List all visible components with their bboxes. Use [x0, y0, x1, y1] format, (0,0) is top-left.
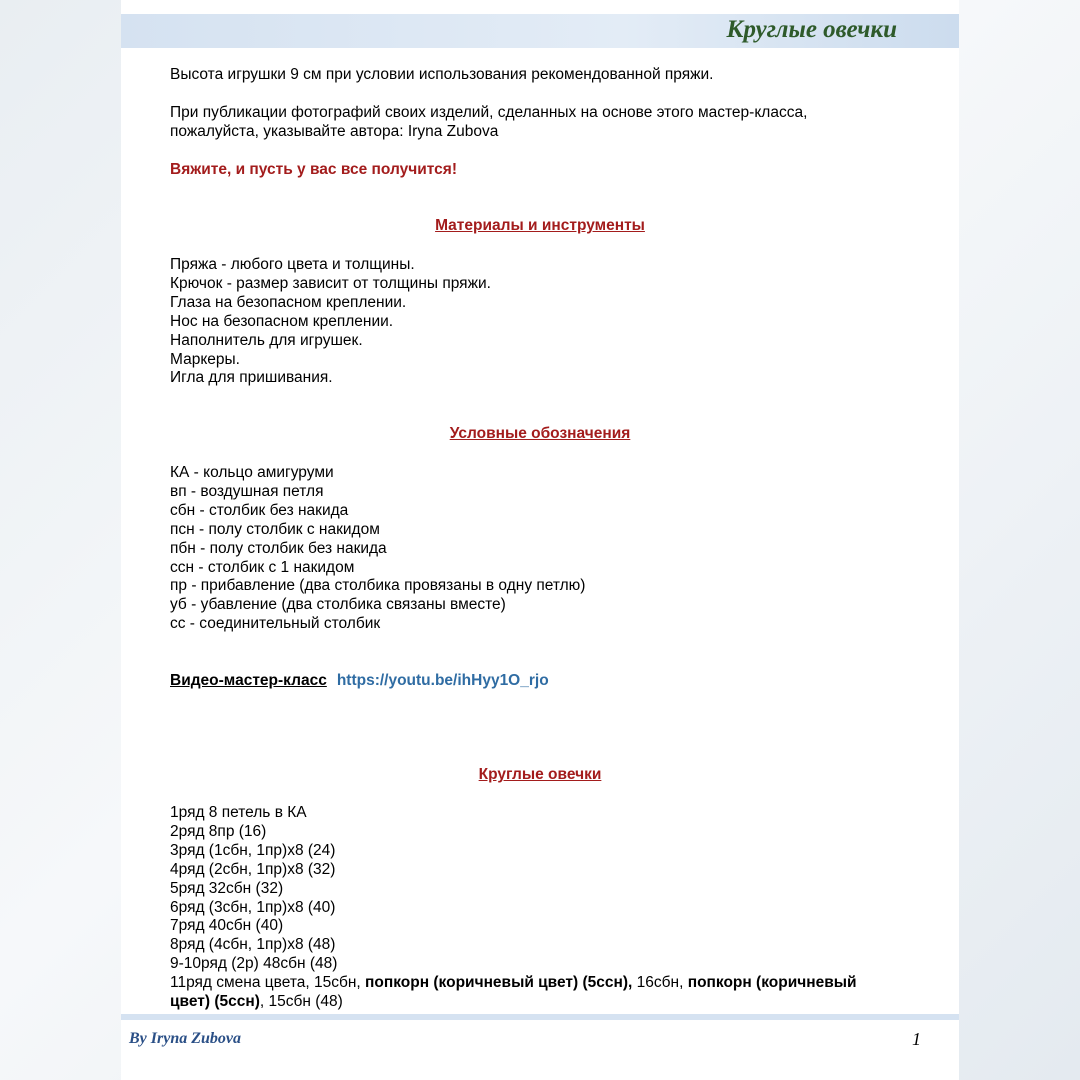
material-item: Маркеры. — [170, 350, 240, 368]
material-item: Пряжа - любого цвета и толщины. — [170, 256, 415, 273]
material-item: Игла для пришивания. — [170, 369, 333, 387]
publication-note-line2: пожалуйста, указывайте автора: Iryna Zubova — [170, 123, 499, 140]
row11-part1: 11ряд смена цвета, 15сбн, — [170, 974, 366, 991]
row11-bold2-line2: цвет) (5ссн) — [170, 993, 260, 1010]
pattern-heading: Круглые овечки — [478, 766, 602, 783]
pattern-row: 9-10ряд (2р) 48сбн (48) — [170, 955, 338, 973]
header-title: Круглые овечки — [726, 16, 897, 43]
video-link[interactable]: https://youtu.be/ihHyy1O_rjo — [336, 672, 549, 689]
material-item: Наполнитель для игрушек. — [170, 331, 363, 349]
legend-item: уб - убавление (два столбика связаны вместе) — [170, 596, 506, 614]
legend-item: пр - прибавление (два столбика провязаны в одну петлю) — [170, 577, 586, 595]
legend-item: пбн - полу столбик без накида — [170, 539, 387, 557]
header-band — [121, 14, 959, 48]
video-line — [170, 671, 549, 690]
pattern-row: 2ряд 8пр (16) — [170, 822, 267, 840]
row11-part2: 16сбн, — [632, 974, 688, 991]
pattern-row: 7ряд 40сбн (40) — [170, 917, 284, 935]
material-item: Крючок - размер зависит от толщины пряжи. — [170, 274, 491, 292]
legend-item: вп - воздушная петля — [170, 482, 324, 500]
page-number: 1 — [912, 1029, 921, 1049]
pattern-row: 5ряд 32сбн (32) — [170, 879, 284, 897]
legend-item: псн - полу столбик с накидом — [170, 520, 380, 538]
pattern-row: 8ряд (4сбн, 1пр)х8 (48) — [170, 936, 336, 954]
row11-part3: , 15сбн (48) — [259, 993, 343, 1010]
material-item: Глаза на безопасном креплении. — [170, 293, 407, 311]
legend-heading: Условные обозначения — [449, 425, 631, 442]
legend-item: сс - соединительный столбик — [170, 615, 381, 633]
row11-bold2-line1: попкорн (коричневый — [687, 974, 857, 991]
pattern-row-11-line2 — [170, 992, 343, 1011]
footer-band — [121, 1014, 959, 1020]
publication-note-line1: При публикации фотографий своих изделий, сделанных на основе этого мастер-класса, — [170, 104, 808, 121]
pattern-row: 1ряд 8 петель в КА — [170, 804, 307, 821]
materials-heading: Материалы и инструменты — [435, 217, 645, 234]
pattern-row: 3ряд (1сбн, 1пр)х8 (24) — [170, 841, 336, 859]
pattern-row-11-line1 — [170, 973, 857, 992]
wish-text: Вяжите, и пусть у вас все получится! — [170, 161, 457, 178]
legend-item: КА - кольцо амигуруми — [170, 464, 334, 481]
pattern-row: 6ряд (3сбн, 1пр)х8 (40) — [170, 898, 336, 916]
document-page — [121, 0, 959, 1080]
video-label: Видео-мастер-класс — [170, 672, 327, 689]
row11-bold1: попкорн (коричневый цвет) (5ссн), — [365, 974, 633, 991]
material-item: Нос на безопасном креплении. — [170, 312, 394, 330]
legend-item: сбн - столбик без накида — [170, 501, 349, 519]
legend-item: ссн - столбик с 1 накидом — [170, 558, 355, 576]
footer-author: By Iryna Zubova — [129, 1030, 241, 1047]
height-note: Высота игрушки 9 см при условии использования рекомендованной пряжи. — [170, 66, 714, 83]
pattern-row: 4ряд (2сбн, 1пр)х8 (32) — [170, 860, 336, 878]
